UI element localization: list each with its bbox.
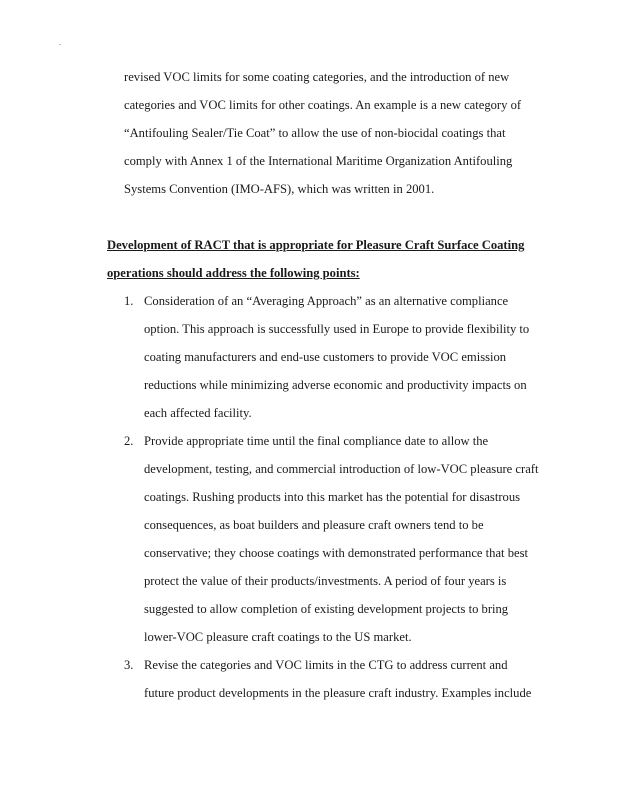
- list-item-line: Consideration of an “Averaging Approach” as an alternative compliance: [144, 294, 509, 308]
- list-item-line: coating manufacturers and end-use customers to provide VOC emission: [144, 350, 507, 364]
- intro-line: revised VOC limits for some coating categories, and the introduction of new: [124, 70, 510, 84]
- list-item-line: reductions while minimizing adverse economic and productivity impacts on: [144, 378, 527, 392]
- section-heading: operations should address the following points:: [107, 266, 360, 280]
- intro-line: Systems Convention (IMO-AFS), which was written in 2001.: [124, 182, 435, 196]
- list-item-line: conservative; they choose coatings with demonstrated performance that best: [144, 546, 528, 560]
- list-item-line: development, testing, and commercial introduction of low-VOC pleasure craft: [144, 462, 539, 476]
- list-item-line: Provide appropriate time until the final compliance date to allow the: [144, 434, 489, 448]
- list-item-number: 1.: [124, 294, 134, 308]
- section-heading: Development of RACT that is appropriate for Pleasure Craft Surface Coating: [107, 238, 525, 252]
- list-item-line: protect the value of their products/investments. A period of four years is: [144, 574, 507, 588]
- list-item-line: coatings. Rushing products into this market has the potential for disastrous: [144, 490, 521, 504]
- intro-line: comply with Annex 1 of the International Maritime Organization Antifouling: [124, 154, 513, 168]
- list-item-line: Revise the categories and VOC limits in the CTG to address current and: [144, 658, 508, 672]
- list-item-line: future product developments in the pleasure craft industry. Examples include: [144, 686, 532, 700]
- page-mark: .: [59, 38, 61, 47]
- list-item-line: consequences, as boat builders and pleasure craft owners tend to be: [144, 518, 484, 532]
- list-item-number: 3.: [124, 658, 134, 672]
- list-item-line: each affected facility.: [144, 406, 252, 420]
- list-item-number: 2.: [124, 434, 134, 448]
- list-item-line: suggested to allow completion of existing development projects to bring: [144, 602, 509, 616]
- list-item-line: option. This approach is successfully used in Europe to provide flexibility to: [144, 322, 530, 336]
- list-item-line: lower-VOC pleasure craft coatings to the US market.: [144, 630, 412, 644]
- intro-line: “Antifouling Sealer/Tie Coat” to allow the use of non-biocidal coatings that: [124, 126, 506, 140]
- intro-line: categories and VOC limits for other coatings. An example is a new category of: [124, 98, 522, 112]
